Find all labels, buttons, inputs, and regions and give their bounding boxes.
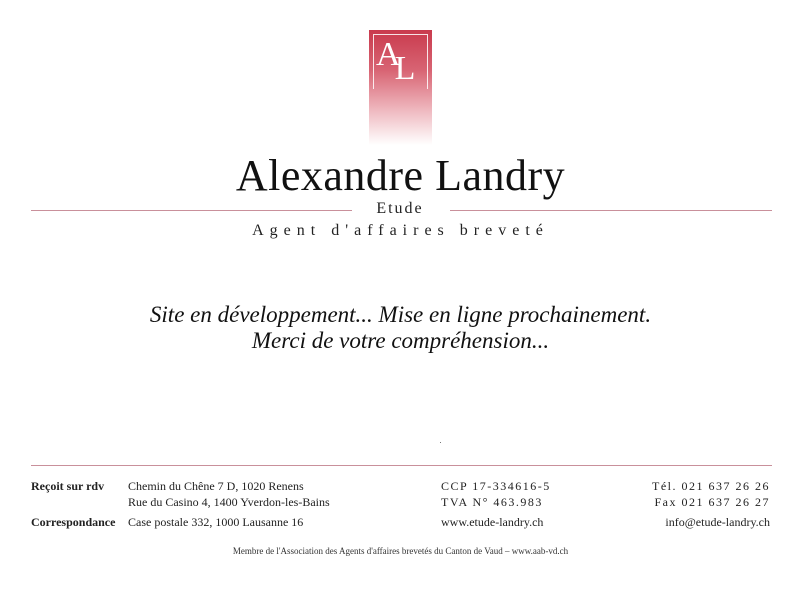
message-line-2: Merci de votre compréhension... bbox=[251, 328, 550, 353]
logo-letter-a: A bbox=[376, 36, 399, 73]
header-divider-right bbox=[450, 210, 772, 211]
logo-letter-l: L bbox=[394, 50, 414, 87]
logo-monogram bbox=[376, 36, 414, 87]
etude-label: Etude bbox=[376, 200, 424, 217]
phone-number: Tél. 021 637 26 26 bbox=[652, 479, 770, 493]
header-divider-left bbox=[31, 210, 352, 211]
address-renens: Chemin du Chêne 7 D, 1020 Renens bbox=[128, 479, 304, 493]
website-link[interactable]: www.etude-landry.ch bbox=[441, 515, 544, 529]
message-line-1: Site en développement... Mise en ligne prochainement. bbox=[149, 302, 652, 327]
recoit-label: Reçoit sur rdv bbox=[31, 479, 105, 493]
association-membership-note: Membre de l'Association des Agents d'affaires brevetés du Canton de Vaud – www.aab-vd.ch bbox=[232, 546, 569, 556]
address-lausanne: Case postale 332, 1000 Lausanne 16 bbox=[128, 515, 304, 529]
address-yverdon: Rue du Casino 4, 1400 Yverdon-les-Bains bbox=[128, 495, 330, 509]
correspondance-label: Correspondance bbox=[31, 515, 116, 529]
page-subtitle: Agent d'affaires breveté bbox=[252, 222, 549, 239]
tva-number: TVA N° 463.983 bbox=[441, 495, 543, 509]
al-logo bbox=[369, 30, 432, 145]
footer-divider bbox=[31, 465, 772, 466]
email-link[interactable]: info@etude-landry.ch bbox=[665, 515, 770, 529]
ccp-number: CCP 17-334616-5 bbox=[441, 479, 551, 493]
decorative-dot bbox=[440, 442, 441, 443]
fax-number: Fax 021 637 26 27 bbox=[654, 495, 770, 509]
construction-message bbox=[0, 302, 801, 354]
page-title: Alexandre Landry bbox=[235, 151, 566, 200]
